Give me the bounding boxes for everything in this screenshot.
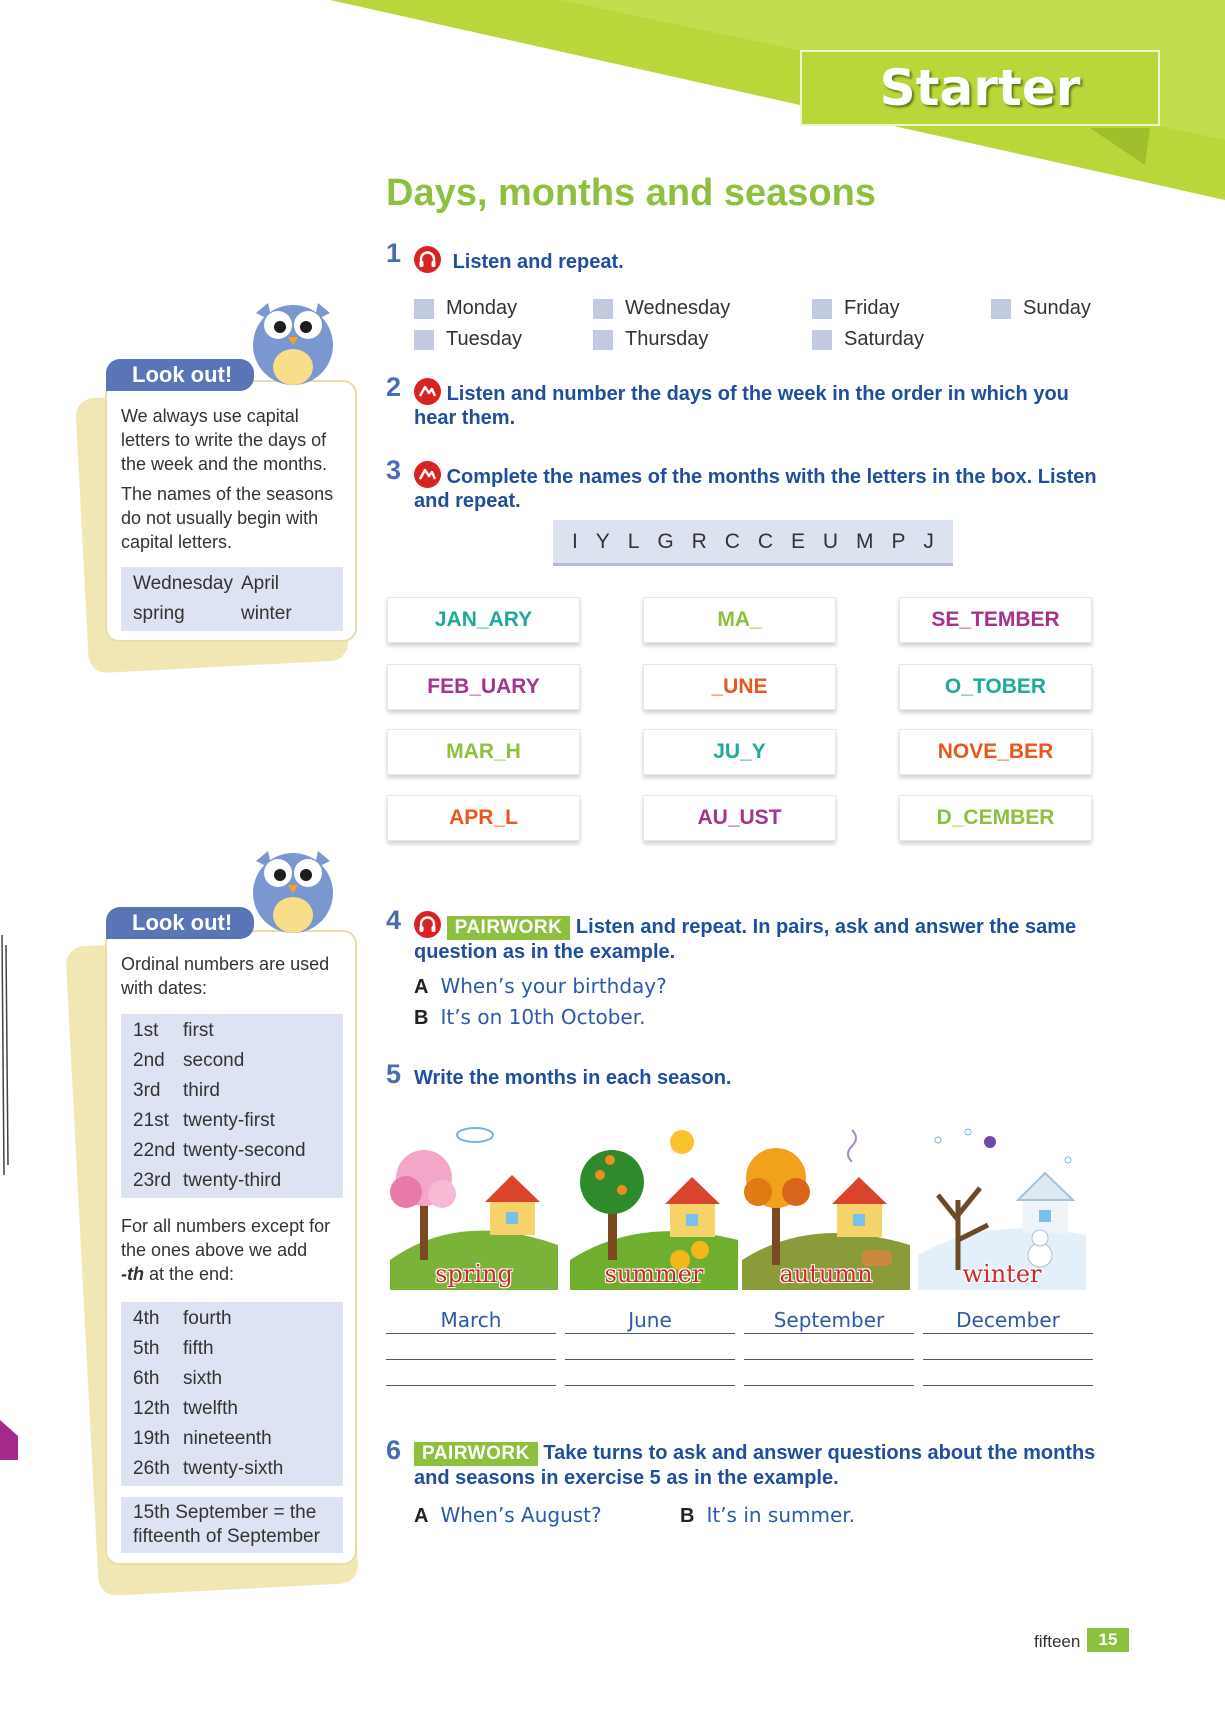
ordinal-word: sixth xyxy=(183,1368,223,1389)
dialog-text: When’s your birthday? xyxy=(440,974,667,998)
ordinal-row xyxy=(121,1166,343,1196)
month-text: MA_ xyxy=(717,608,762,631)
letter: C xyxy=(724,529,740,553)
answer-line[interactable] xyxy=(565,1308,735,1334)
ordinal-number: 4th xyxy=(133,1308,160,1329)
answer-column-spring xyxy=(386,1308,556,1386)
exercise-1-text: Listen and repeat. xyxy=(452,251,624,273)
text-line: Ordinal numbers are used xyxy=(121,954,330,974)
ordinal-number: 3rd xyxy=(133,1080,161,1101)
page-title: Days, months and seasons xyxy=(386,172,876,214)
month-card[interactable] xyxy=(899,597,1092,643)
ordinal-number: 22nd xyxy=(133,1140,176,1161)
dialog-text: It’s in summer. xyxy=(706,1503,856,1527)
month-card[interactable] xyxy=(387,664,580,710)
month-text: NOVE_BER xyxy=(937,740,1054,763)
lookout-box-2 xyxy=(105,930,357,1565)
listen-icon[interactable] xyxy=(414,461,441,488)
suffix: -th xyxy=(121,1264,144,1284)
season-label: spring xyxy=(435,1260,513,1288)
dialog-line xyxy=(414,1005,645,1030)
month-card[interactable] xyxy=(387,597,580,643)
lookout-2-note xyxy=(121,1497,343,1553)
text-line: The names of the seasons xyxy=(121,484,334,504)
day-checkbox-item[interactable] xyxy=(593,328,708,351)
day-checkbox-item[interactable] xyxy=(593,297,730,320)
answer-line[interactable] xyxy=(565,1360,735,1386)
ordinal-number: 21st xyxy=(133,1110,169,1131)
answer-text: March xyxy=(440,1308,502,1332)
season-summer-illustration xyxy=(570,1120,738,1290)
month-text: JU_Y xyxy=(713,740,766,763)
checkbox[interactable] xyxy=(414,330,434,350)
speaker-label: A xyxy=(414,976,429,998)
ordinal-row xyxy=(121,1454,343,1484)
month-text: APR_L xyxy=(449,806,518,829)
answer-text: September xyxy=(773,1308,885,1332)
ordinal-table-2 xyxy=(121,1302,343,1486)
example-word: winter xyxy=(241,603,292,624)
page-number-word: fifteen xyxy=(1034,1632,1081,1651)
month-text: JAN_ARY xyxy=(434,608,533,631)
exercise-1-instruction xyxy=(414,246,624,274)
exercise-6-text-2: and seasons in exercise 5 as in the example. xyxy=(414,1467,839,1489)
month-text: _UNE xyxy=(711,675,768,698)
ordinal-number: 5th xyxy=(133,1338,160,1359)
answer-column-winter xyxy=(923,1308,1093,1386)
day-label: Wednesday xyxy=(625,297,731,319)
answer-text: December xyxy=(956,1308,1060,1332)
day-checkbox-item[interactable] xyxy=(414,297,517,320)
season-label: summer xyxy=(604,1260,704,1288)
day-label: Sunday xyxy=(1023,297,1091,319)
example-word: Wednesday xyxy=(133,573,233,594)
exercise-2-instruction xyxy=(414,378,1114,430)
letter: I xyxy=(571,529,578,553)
speaker-label: B xyxy=(414,1007,429,1029)
speaker-label: B xyxy=(680,1505,695,1527)
text-line: do not usually begin with xyxy=(121,508,319,528)
exercise-3-instruction xyxy=(414,461,1114,513)
text-line: with dates: xyxy=(121,978,208,998)
suffix-tail: at the end: xyxy=(143,1264,235,1284)
month-text: O_TOBER xyxy=(944,675,1047,698)
ordinal-number: 19th xyxy=(133,1428,170,1449)
owl-icon xyxy=(238,833,348,943)
month-card[interactable] xyxy=(899,729,1092,775)
answer-line[interactable] xyxy=(744,1334,914,1360)
unit-label-box xyxy=(800,50,1160,126)
checkbox[interactable] xyxy=(812,330,832,350)
ordinal-row xyxy=(121,1136,343,1166)
owl-icon xyxy=(238,285,348,395)
pairwork-tag: PAIRWORK xyxy=(414,1442,538,1466)
exercise-4-number: 4 xyxy=(386,905,402,935)
ordinal-number: 26th xyxy=(133,1458,170,1479)
month-card[interactable] xyxy=(643,597,836,643)
ordinal-number: 23rd xyxy=(133,1170,172,1191)
ordinal-row xyxy=(121,1016,343,1046)
listen-icon[interactable] xyxy=(414,378,441,405)
season-label: autumn xyxy=(779,1260,873,1288)
month-card[interactable] xyxy=(643,795,836,841)
month-text: SE_TEMBER xyxy=(931,608,1060,631)
month-text: D_CEMBER xyxy=(936,806,1055,829)
exercise-6-instruction xyxy=(414,1441,1114,1490)
day-checkbox-item[interactable] xyxy=(414,328,522,351)
month-card[interactable] xyxy=(899,664,1092,710)
checkbox[interactable] xyxy=(812,299,832,319)
page-number: 15 xyxy=(1087,1628,1129,1652)
ordinal-number: 6th xyxy=(133,1368,160,1389)
ordinal-row xyxy=(121,1334,343,1364)
exercise-3-text-2: and repeat. xyxy=(414,490,521,512)
month-card[interactable] xyxy=(643,729,836,775)
text-line xyxy=(121,1262,330,1286)
answer-line[interactable] xyxy=(923,1334,1093,1360)
text-line: We always use capital xyxy=(121,406,299,426)
dialog-line xyxy=(414,1503,602,1528)
ordinal-word: fifth xyxy=(183,1338,214,1359)
ordinal-word: twelfth xyxy=(183,1398,238,1419)
text-line: capital letters. xyxy=(121,532,233,552)
answer-line[interactable] xyxy=(386,1308,556,1334)
day-label: Friday xyxy=(844,297,900,319)
example-row xyxy=(121,599,343,629)
pairwork-tag: PAIRWORK xyxy=(447,916,571,940)
day-checkbox-item[interactable] xyxy=(812,328,924,351)
text-line: For all numbers except for xyxy=(121,1216,331,1236)
month-text: AU_UST xyxy=(697,806,782,829)
lookout-2-intro xyxy=(121,952,329,1000)
ordinal-word: twenty-second xyxy=(183,1140,306,1161)
exercise-4-instruction xyxy=(414,911,1114,964)
exercise-3-number: 3 xyxy=(386,455,402,485)
ordinal-word: second xyxy=(183,1050,245,1071)
speaker-label: A xyxy=(414,1505,429,1527)
edge-tab xyxy=(0,1420,18,1460)
answer-column-autumn xyxy=(744,1308,914,1386)
lookout-1-examples xyxy=(121,567,343,631)
letter: G xyxy=(657,529,674,553)
season-autumn-illustration xyxy=(742,1120,910,1290)
text-line: fifteenth of September xyxy=(133,1526,320,1547)
day-label: Thursday xyxy=(625,328,709,350)
month-card[interactable] xyxy=(387,795,580,841)
answer-line[interactable] xyxy=(565,1334,735,1360)
day-label: Tuesday xyxy=(446,328,522,350)
month-text: MAR_H xyxy=(446,740,521,763)
answer-line[interactable] xyxy=(744,1360,914,1386)
ordinal-number: 2nd xyxy=(133,1050,165,1071)
day-label: Saturday xyxy=(844,328,925,350)
letter: E xyxy=(790,529,805,553)
ordinal-number: 12th xyxy=(133,1398,170,1419)
ordinal-row xyxy=(121,1364,343,1394)
season-label: winter xyxy=(962,1260,1042,1288)
ordinal-table-1 xyxy=(121,1014,343,1198)
answer-line[interactable] xyxy=(386,1360,556,1386)
exercise-3-text-1: Complete the names of the months with the letters in the box. Listen xyxy=(446,466,1097,488)
ordinal-row xyxy=(121,1394,343,1424)
month-card[interactable] xyxy=(643,664,836,710)
ordinal-word: twenty-first xyxy=(183,1110,275,1131)
lookout-1-text-2 xyxy=(121,482,333,554)
exercise-4-text-1: Listen and repeat. In pairs, ask and answer the same xyxy=(575,916,1077,938)
ordinal-row xyxy=(121,1076,343,1106)
letter: J xyxy=(923,529,934,553)
ordinal-row xyxy=(121,1046,343,1076)
example-word: spring xyxy=(133,603,185,624)
lookout-1-text-1 xyxy=(121,404,327,476)
checkbox[interactable] xyxy=(991,299,1011,319)
headphones-icon[interactable] xyxy=(414,911,441,938)
lookout-box-1 xyxy=(105,380,357,642)
checkbox[interactable] xyxy=(593,330,613,350)
exercise-1-number: 1 xyxy=(386,238,402,268)
dialog-line xyxy=(680,1503,855,1528)
answer-text: June xyxy=(628,1308,672,1332)
month-card[interactable] xyxy=(387,729,580,775)
day-label: Monday xyxy=(446,297,518,319)
dialog-line xyxy=(414,974,667,999)
day-checkbox-item[interactable] xyxy=(812,297,900,320)
letter: U xyxy=(822,529,839,553)
exercise-2-text-2: hear them. xyxy=(414,407,516,429)
ordinal-word: twenty-sixth xyxy=(183,1458,284,1479)
exercise-2-text-1: Listen and number the days of the week in the order in which you xyxy=(446,383,1069,405)
month-card[interactable] xyxy=(899,795,1092,841)
lookout-2-title: Look out! xyxy=(106,907,254,939)
ordinal-word: nineteenth xyxy=(183,1428,272,1449)
answer-line[interactable] xyxy=(923,1308,1093,1334)
month-text: FEB_UARY xyxy=(427,675,540,698)
checkbox[interactable] xyxy=(414,299,434,319)
headphones-icon[interactable] xyxy=(414,246,441,273)
letter: P xyxy=(891,529,906,553)
lookout-1-title: Look out! xyxy=(106,359,254,391)
letter: M xyxy=(856,529,874,553)
dialog-text: When’s August? xyxy=(440,1503,602,1527)
ordinal-word: first xyxy=(183,1020,214,1041)
unit-label: Starter xyxy=(879,59,1081,117)
ordinal-word: third xyxy=(183,1080,220,1101)
day-checkbox-item[interactable] xyxy=(991,297,1091,320)
text-line: the ones above we add xyxy=(121,1240,308,1260)
ordinal-number: 1st xyxy=(133,1020,159,1041)
letter: R xyxy=(691,529,707,553)
answer-line[interactable] xyxy=(386,1334,556,1360)
checkbox[interactable] xyxy=(593,299,613,319)
exercise-5-number: 5 xyxy=(386,1059,402,1089)
letter-box xyxy=(553,520,953,566)
letter: L xyxy=(627,529,640,553)
ordinal-word: fourth xyxy=(183,1308,232,1329)
season-winter-illustration xyxy=(918,1120,1086,1290)
binding-edge xyxy=(0,935,10,1175)
ordinal-row xyxy=(121,1424,343,1454)
answer-line[interactable] xyxy=(744,1308,914,1334)
ordinal-word: twenty-third xyxy=(183,1170,282,1191)
exercise-6-text-1: Take turns to ask and answer questions about the months xyxy=(543,1442,1096,1464)
text-line: letters to write the days of xyxy=(121,430,327,450)
answer-column-summer xyxy=(565,1308,735,1386)
exercise-6-number: 6 xyxy=(386,1435,402,1465)
answer-line[interactable] xyxy=(923,1360,1093,1386)
text-line: 15th September = the xyxy=(133,1502,317,1523)
exercise-2-number: 2 xyxy=(386,372,402,402)
dialog-text: It’s on 10th October. xyxy=(440,1005,646,1029)
example-word: April xyxy=(241,573,280,594)
ordinal-row xyxy=(121,1304,343,1334)
season-spring-illustration xyxy=(390,1120,558,1290)
ordinal-row xyxy=(121,1106,343,1136)
letter: C xyxy=(757,529,773,553)
lookout-2-middle xyxy=(121,1214,330,1286)
exercise-4-text-2: question as in the example. xyxy=(414,941,676,963)
exercise-5-instruction: Write the months in each season. xyxy=(414,1067,732,1089)
example-row xyxy=(121,569,343,599)
text-line: the week and the months. xyxy=(121,454,328,474)
letter: Y xyxy=(595,529,610,553)
